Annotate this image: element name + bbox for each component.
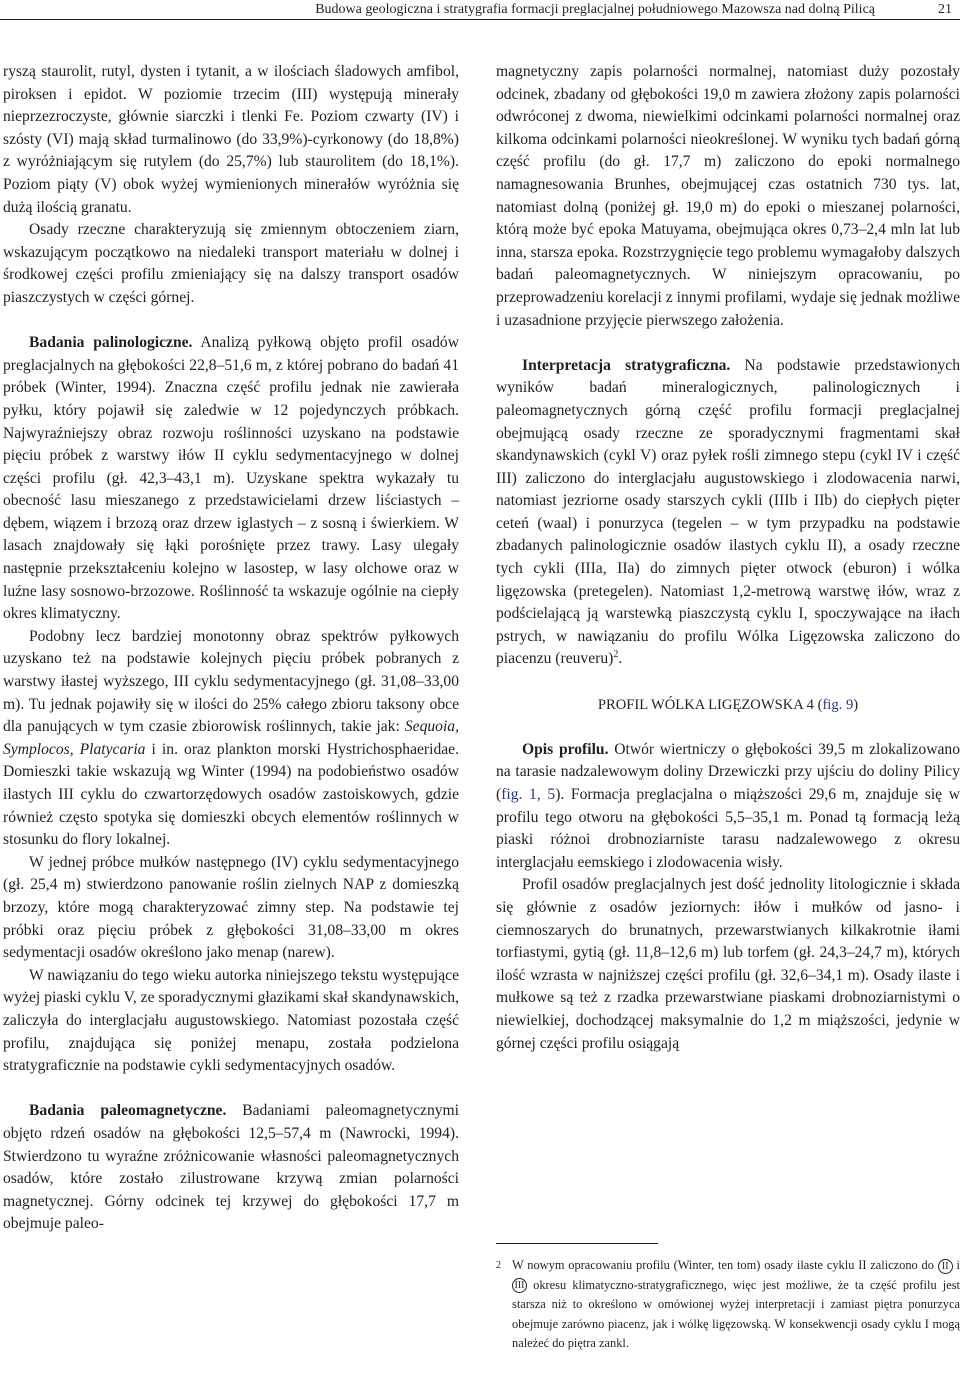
text-run: Otwór wiertniczy o głębokości 39,5 m zlokalizowano na tarasie nadzalewowym doliny Drzewiczki przy ujściu do doliny Pilicy ( [496, 740, 960, 803]
spacer [496, 332, 960, 355]
text-run: ). Formacja preglacjalna o miąższości 29,6 m, znajduje się w profilu tego otworu na głębokości 5,5–35,1 m. Ponad tą formacją leżą piaski różnoi drobnoziarniste tarasu nadzalewowego z okresu interglacjału eemskiego i zlodowacenia wisły. [496, 786, 960, 871]
text-run: Analizą pyłkową objęto profil osadów preglacjalnych na głębokości 22,8–51,6 m, z której pobrano do badań 41 próbek (Winter, 1994). Znaczna część profilu jednak nie zawierała pyłku, który pojawił się zaledwie w 12 pojedynczych próbkach. Najwyraźniejszy obraz rozwoju roślinności uzyskano na podstawie pięciu próbek z warstwy iłów II cyklu sedymentacyjnego w dolnej części profilu (gł. 42,3–43,1 m). Uzyskane spektra wykazały tu obecność lasu mieszanego z przedstawicielami drzew liściastych – dębem, wiązem i brzozą oraz drzew iglastych – z sosną i świerkiem. W lasach znajdowały się łąki porośnięte przez trawy. Lasy ulegały następnie przekształceniu kolejno w lasostep, w lasy olchowe oraz w luźne lasy sosnowo-brzozowe. Roślinność ta wskazuje ogólnie na ciepły okres klimatyczny. [3, 334, 459, 623]
right-column [496, 61, 960, 1055]
spacer [496, 716, 960, 739]
footnote [496, 1256, 960, 1354]
text-run: Badaniami paleomagnetycznymi objęto rdzeń osadów na głębokości 12,5–57,4 m (Nawrocki, 1994). Stwierdzono tu wyraźne zróżnicowanie własności paleomagnetycznych osadów, które zostało zilustrowane krzywą zmian polarności magnetycznej. Górny odcinek tej krzywej do głębokości 17,7 m obejmuje paleo- [3, 1102, 459, 1233]
footnote-rule [496, 1243, 658, 1244]
page-number: 21 [938, 2, 952, 17]
footnote-body [496, 1256, 960, 1354]
paragraph: W jednej próbce mułków następnego (IV) cyklu sedymentacyjnego (gł. 25,4 m) stwierdzono panowanie roślin zielnych NAP z domieszką brzozy, które mogą charakteryzować zimny step. Na podstawie tej próbki oraz pięciu próbek z głębokości 31,08–33,00 m okres sedymentacji osadów określono jako menap (narew). [3, 853, 459, 962]
text-run: i [952, 1258, 960, 1272]
run-in-heading: Badania palinologiczne. [29, 334, 193, 352]
left-column [3, 61, 459, 1236]
spacer [496, 671, 960, 694]
running-header [0, 0, 960, 20]
run-in-heading: Opis profilu. [522, 740, 609, 758]
paragraph: magnetyczny zapis polarności normalnej, natomiast duży pozostały odcinek, zbadany od głębokości 19,0 m zawiera złożony zapis polarności odwróconej z dwoma, niewielkimi odcinkami polarności normalnej oraz kilkoma odcinkami polarności nieokreślonej. W wyniku tych badań górną część profilu (do gł. 17,7 m) zaliczono do epoki normalnego namagnesowania Brunhes, obejmującej czas ostatnich 730 tys. lat, natomiast dolną (poniżej gł. 19,0 m) do epoki o mieszanej polarności, którą może być epoka Matuyama, obejmująca okres 0,73–2,4 mln lat lub inna, starsza epoka. Rozstrzygnięcie tego problemu wymagałoby dalszych badań paleomagnetycznych. W niniejszym opracowaniu, po przeprowadzeniu korelacji z innymi profilami, wydaje się jednak możliwe i uzasadnione przyjęcie pierwszego założenia. [496, 63, 960, 329]
spacer [3, 1078, 459, 1101]
text-run: W nowym opracowaniu profilu (Winter, ten tom) osady ilaste cyklu II zaliczono do [512, 1258, 938, 1272]
figure-link[interactable]: fig. 9 [822, 696, 854, 713]
text-run: Podobny lecz bardziej monotonny obraz spektrów pyłkowych uzyskano też na podstawie kolejnych pięciu próbek pobranych z warstwy iłastej wyższego, III cyklu sedymentacyjnego (gł. 31,08–33,00 m). Tu jednak pojawiły się w ilości do 25% całego zbioru taksony obce dla panujących w tym czasie zbiorowisk roślinnych, takie jak: [3, 627, 459, 736]
running-title: Budowa geologiczna i stratygrafia formacji preglacjalnej południowego Mazowsza nad dolną Pilicą [315, 2, 875, 17]
paragraph: ryszą staurolit, rutyl, dysten i tytanit, a w ilościach śladowych amfibol, piroksen i epidot. W poziomie trzecim (III) występują minerały nieprzezroczyste, głównie siarczki i tlenki Fe. Poziom czwarty (IV) i szósty (VI) mają skład turmalinowo (do 33,9%)-cyrkonowy (do 18,8%) z wyróżniającym się rutylem (do 25,7%) lub staurolitem (do 18,1%). Poziom piąty (V) obok wyżej wymienionych minerałów wyróżnia się dużą ilością granatu. [3, 63, 459, 216]
text-run: . [618, 650, 623, 668]
run-in-heading: Badania paleomagnetyczne. [29, 1102, 227, 1120]
section-title [496, 694, 960, 717]
text-run: Na podstawie przedstawionych wyników badań mineralogicznych, palinologicznych i paleomagnetycznych górną część profilu formacji preglacjalnej obejmującą osady rzeczne ze sporadycznymi fragmentami skał skandynawskich (cykl V) oraz pyłek rośli zimnego stepu (cykl IV i część III) zaliczono do interglacjału augustowskiego i zlodowacenia narwi, natomiast jezriorne osady starszych cykli (IIIb i IIb) do ciepłych pięter ceteń (waal) i ponurzyca (tegelen – w tym przypadku na podstawie zbadanych palinologicznie osadów ilastych cyklu II), a osady rzeczne tych cykli (IIIa, IIa) do zimnych pięter otwock (eburon) i wólka ligęzowska (pretegelen). Natomiast 1,2-metrową warstwę iłów, wraz z podścielającą ją warstewką piaszczystą cyklu I, spoczywające na iłach pstrych, w nawiązaniu do profilu Wólka Ligęzowska zaliczono do piacenzu (reuveru) [496, 356, 960, 668]
run-in-heading: Interpretacja stratygraficzna. [522, 356, 731, 374]
footnote-number: 2 [496, 1260, 501, 1271]
paragraph [3, 332, 459, 626]
paragraph [496, 739, 960, 875]
paragraph [3, 626, 459, 852]
paragraph: Profil osadów preglacjalnych jest dość jednolity litologicznie i składa się głównie z osadów jeziornych: iłów i mułków od jasno- i ciemnoszarych do brunatnych, przewarstwianych kilkakrotnie iłami torfiastymi, gytią (gł. 11,8–12,6 m) lub torfem (gł. 24,3–24,7 m), których ilość wzrasta w najniższej części profilu (gł. 32,6–34,1 m). Osady ilaste i mułkowe są też z rzadka przewarstwiane piaskami drobnoziarnistymi o niewielkiej, dochodzącej maksymalnie do 1,2 m miąższości, jedynie w górnej części profilu osiągają [496, 876, 960, 1052]
header-rule [0, 19, 960, 20]
paragraph [496, 355, 960, 671]
paragraph: Osady rzeczne charakteryzują się zmiennym obtoczeniem ziarn, wskazującym początkowo na niedaleki transport materiału w dolnej i środkowej części profilu zmieniający się na dalszy transport osadów piaszczystych w części górnej. [3, 221, 459, 306]
paragraph [3, 1100, 459, 1236]
spacer [3, 310, 459, 333]
paragraph: W nawiązaniu do tego wieku autorka niniejszego tekstu występujące wyżej piaski cyklu V, ze sporadycznymi głazikami skał skandynawskich, zaliczyła do interglacjału augustowskiego. Natomiast pozostała część profilu, znajdująca się poniżej menapu, została podzielona stratygraficznie na podstawie cykli sedymentacyjnych osadów. [3, 966, 459, 1075]
figure-link[interactable]: fig. 1, 5 [501, 786, 556, 803]
circled-numeral: III [512, 1278, 527, 1293]
text-run: i in. oraz plankton morski Hystrichosphaeridae. Domieszki takie wskazują wg Winter (1994) na podobieństwo osadów ilastych III cyklu do czwartorzędowych osadów zastoiskowych, gdzie również często spotyka się domieszki obcych elementów roślinnych w stosunku do flory lokalnej. [3, 740, 459, 849]
section-title-close: ) [853, 696, 859, 713]
section-title-text: PROFIL WÓLKA LIGĘZOWSKA 4 ( [597, 696, 823, 713]
footnote-ref[interactable]: 2 [613, 649, 619, 661]
circled-numeral: II [938, 1259, 953, 1274]
text-run: okresu klimatyczno-stratygraficznego, więc jest możliwe, że ta część profilu jest starsza niż to określono w omówionej wyżej interpretacji i zamiast piętra ponurzyca obejmuje zarówno piacenz, jak i wólkę ligęzowską. W konsekwencji osady cyklu I mogą należeć do piętra zankl. [512, 1277, 960, 1351]
taxa-italic: Sequoia, Symplocos, Platycaria [3, 718, 459, 758]
